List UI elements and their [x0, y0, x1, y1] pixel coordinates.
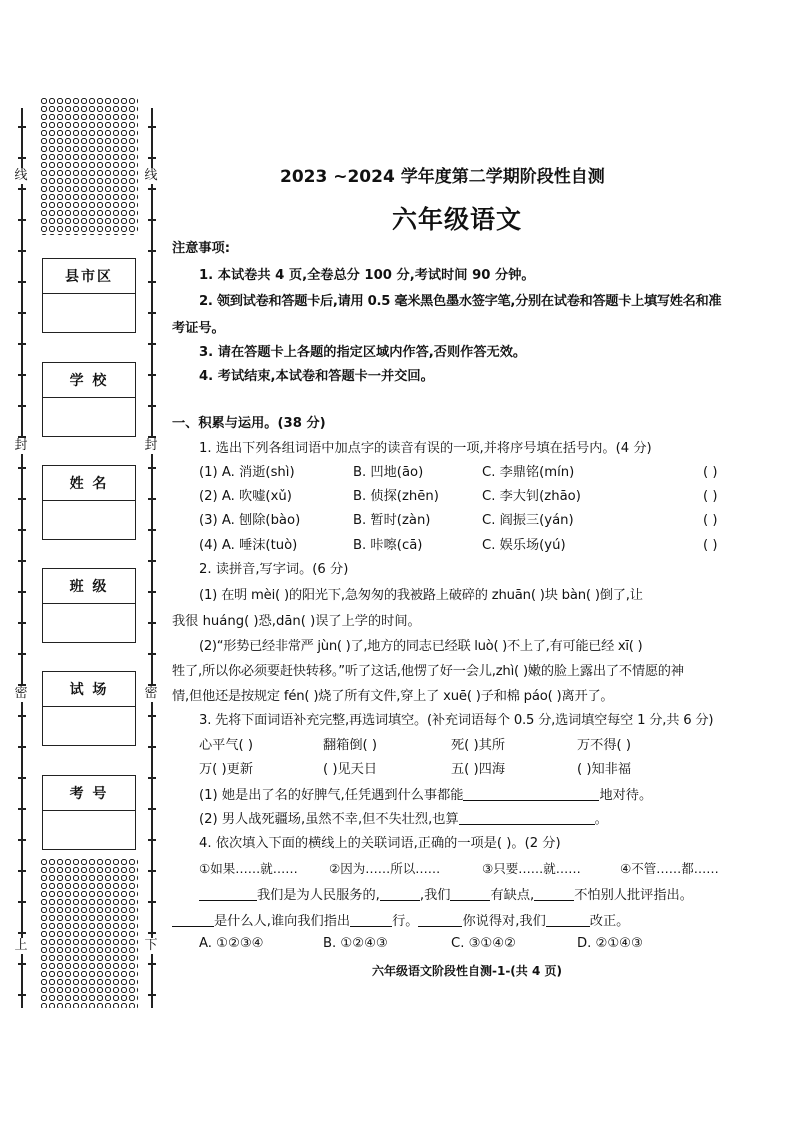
cut-line-right-tick	[148, 126, 156, 128]
q4-l1-blank-2[interactable]	[380, 886, 420, 901]
q4-l2-blank-2[interactable]	[350, 912, 392, 927]
cut-line-left-tick	[18, 157, 26, 159]
notice-heading: 注意事项:	[172, 241, 231, 256]
q4-option-2: ②因为……所以……	[329, 861, 441, 876]
cut-line-right-tick	[148, 250, 156, 252]
cut-line-left-tick	[18, 343, 26, 345]
cut-line-left-tick	[18, 808, 26, 810]
q2-stem: 2. 读拼音,写字词。(6 分)	[199, 562, 349, 577]
cut-line-right-tick	[148, 715, 156, 717]
q1-row2-c: C. 李大钊(zhāo)	[482, 489, 581, 504]
cut-line-right-tick	[148, 963, 156, 965]
q1-row3-a: (3) A. 刨除(bào)	[199, 513, 301, 528]
q3-idiom-1[interactable]: 心平气( )	[199, 738, 254, 753]
field-school-input[interactable]	[43, 398, 135, 436]
perforation-bottom	[40, 858, 138, 1008]
field-class-input[interactable]	[43, 604, 135, 642]
q1-stem: 1. 选出下列各组词语中加点字的读音有误的一项,并将序号填在括号内。(4 分)	[199, 441, 652, 456]
cut-line-left-tick	[18, 870, 26, 872]
q1-row2-a: (2) A. 吹嘘(xǔ)	[199, 489, 292, 504]
field-name-input[interactable]	[43, 501, 135, 539]
cut-line-left-tick	[18, 715, 26, 717]
q3-idiom-8[interactable]: ( )知非福	[577, 762, 632, 777]
cut-line-right-tick	[148, 374, 156, 376]
q4-l1-text-2: ,我们	[419, 888, 451, 903]
q4-l2-blank-3[interactable]	[418, 912, 462, 927]
cut-line-right-tick	[148, 622, 156, 624]
field-exam-number[interactable]	[42, 775, 136, 850]
field-class[interactable]	[42, 568, 136, 643]
q4-l2-text-1: 是什么人,谁向我们指出	[214, 914, 351, 929]
q2-line2[interactable]: 我很 huáng( )恐,dān( )误了上学的时间。	[172, 614, 421, 629]
q4-l1-text-4: 不怕别人批评指出。	[574, 888, 693, 903]
q4-line-2	[172, 912, 629, 931]
cut-line-right-tick	[148, 498, 156, 500]
q1-row1-c: C. 李鼎铭(mín)	[482, 465, 575, 480]
q4-l2-blank-4[interactable]	[546, 912, 590, 927]
cut-line-right-tick	[148, 591, 156, 593]
cut-line-left-tick	[18, 250, 26, 252]
cut-line-left-tick	[18, 994, 26, 996]
notice-item-2: 2. 领到试卷和答题卡后,请用 0.5 毫米黑色墨水签字笔,分别在试卷和答题卡上填写姓名和准	[199, 294, 722, 309]
notice-item-2-cont: 考证号。	[172, 321, 225, 336]
q1-row3-b: B. 暂时(zàn)	[353, 513, 431, 528]
exam-title: 2023 ~2024 学年度第二学期阶段性自测	[280, 167, 605, 187]
q4-l2-text-2: 行。	[392, 914, 419, 929]
q4-choice-d[interactable]: D. ②①④③	[577, 936, 643, 951]
cut-line-right-tick	[148, 839, 156, 841]
q3-s2-after: 。	[594, 812, 608, 827]
cut-line-right-tick	[148, 281, 156, 283]
q1-row1-answer[interactable]: ( )	[703, 465, 718, 480]
field-school-label: 学 校	[43, 363, 135, 398]
cut-line-left-tick	[18, 746, 26, 748]
cut-line-right-tick	[148, 188, 156, 190]
cut-line-right-tick	[148, 808, 156, 810]
cut-line-left-tick	[18, 374, 26, 376]
cut-line-left-tick	[18, 839, 26, 841]
q1-row4-answer[interactable]: ( )	[703, 538, 718, 553]
q2-line1[interactable]: (1) 在明 mèi( )的阳光下,急匆匆的我被路上破碎的 zhuān( )块 bàn( )倒了,让	[199, 588, 643, 603]
q3-idiom-7[interactable]: 五( )四海	[451, 762, 506, 777]
cut-line-right-tick	[148, 157, 156, 159]
q4-option-4: ④不管……都……	[620, 861, 719, 876]
cut-line-right-tick	[148, 219, 156, 221]
subject-title: 六年级语文	[392, 205, 523, 234]
cut-line-right-tick	[148, 932, 156, 934]
q4-choice-c[interactable]: C. ③①④②	[451, 936, 516, 951]
cut-line-right-tick	[148, 901, 156, 903]
q1-row3-c: C. 阎振三(yán)	[482, 513, 574, 528]
q1-row3-answer[interactable]: ( )	[703, 513, 718, 528]
q4-line-1	[199, 886, 693, 905]
cut-line-left-tick	[18, 591, 26, 593]
q4-l2-blank-1[interactable]	[172, 912, 214, 927]
margin-label-xian-right: 线	[144, 168, 158, 183]
q3-idiom-3[interactable]: 死( )其所	[451, 738, 506, 753]
margin-label-shang: 上	[14, 938, 28, 953]
field-county-label: 县市区	[43, 259, 135, 294]
margin-label-mi-left: 密	[14, 686, 28, 701]
cut-line-right-tick	[148, 560, 156, 562]
q4-option-1: ①如果……就……	[199, 861, 298, 876]
q1-row4-a: (4) A. 唾沫(tuò)	[199, 538, 298, 553]
field-exam-number-label: 考 号	[43, 776, 135, 811]
margin-label-mi-right: 密	[144, 686, 158, 701]
cut-line-left-tick	[18, 126, 26, 128]
q3-stem: 3. 先将下面词语补充完整,再选词填空。(补充词语每个 0.5 分,选词填空每空 1 分,共 6 分)	[199, 713, 714, 728]
cut-line-right-tick	[148, 405, 156, 407]
q3-sentence-1	[199, 786, 652, 805]
q4-l1-blank-3[interactable]	[450, 886, 490, 901]
q2-line3[interactable]: (2)“形势已经非常严 jùn( )了,地方的同志已经联 luò( )不上了,有可能已经 xī( )	[199, 639, 643, 654]
q3-s1-blank[interactable]	[463, 786, 599, 801]
cut-line-right	[151, 108, 153, 1008]
cut-line-left	[21, 108, 23, 1008]
field-name[interactable]	[42, 465, 136, 540]
cut-line-left-tick	[18, 901, 26, 903]
cut-line-left-tick	[18, 777, 26, 779]
q3-idiom-2[interactable]: 翻箱倒( )	[323, 738, 378, 753]
q4-l2-text-4: 改正。	[589, 914, 630, 929]
q3-idiom-5[interactable]: 万( )更新	[199, 762, 254, 777]
q4-choice-a[interactable]: A. ①②③④	[199, 936, 264, 951]
q4-l1-text-3: 有缺点,	[490, 888, 535, 903]
q1-row4-b: B. 咔嚓(cā)	[353, 538, 423, 553]
cut-line-right-tick	[148, 746, 156, 748]
notice-item-4: 4. 考试结束,本试卷和答题卡一并交回。	[199, 369, 434, 384]
field-school[interactable]	[42, 362, 136, 437]
cut-line-left-tick	[18, 622, 26, 624]
cut-line-right-tick	[148, 994, 156, 996]
cut-line-left-tick	[18, 281, 26, 283]
cut-line-left-tick	[18, 932, 26, 934]
cut-line-right-tick	[148, 312, 156, 314]
q3-idiom-6[interactable]: ( )见天日	[323, 762, 378, 777]
q2-line5[interactable]: 情,但他还是按规定 fén( )烧了所有文件,穿上了 xuē( )子和棉 páo( )离开了。	[172, 689, 614, 704]
cut-line-right-tick	[148, 529, 156, 531]
page-footer: 六年级语文阶段性自测-1-(共 4 页)	[372, 964, 562, 978]
perforation-top	[40, 97, 138, 235]
margin-label-xian-left: 线	[14, 168, 28, 183]
q1-row1-a: (1) A. 消逝(shì)	[199, 465, 295, 480]
cut-line-left-tick	[18, 653, 26, 655]
q3-s1-before: (1) 她是出了名的好脾气,任凭遇到什么事都能	[199, 788, 464, 803]
cut-line-right-tick	[148, 653, 156, 655]
cut-line-right-tick	[148, 343, 156, 345]
field-county[interactable]	[42, 258, 136, 333]
cut-line-right-tick	[148, 777, 156, 779]
q3-s1-after: 地对待。	[599, 788, 653, 803]
cut-line-left-tick	[18, 963, 26, 965]
q4-l1-blank-1[interactable]	[199, 886, 257, 901]
section1-heading: 一、积累与运用。(38 分)	[172, 416, 326, 431]
field-exam-room[interactable]	[42, 671, 136, 746]
cut-line-left-tick	[18, 560, 26, 562]
margin-label-feng-left: 封	[14, 438, 28, 453]
q1-row2-answer[interactable]: ( )	[703, 489, 718, 504]
field-exam-room-input[interactable]	[43, 707, 135, 745]
margin-label-feng-right: 封	[144, 438, 158, 453]
field-exam-room-label: 试 场	[43, 672, 135, 707]
q4-option-3: ③只要……就……	[482, 861, 581, 876]
q4-l2-text-3: 你说得对,我们	[462, 914, 546, 929]
cut-line-left-tick	[18, 529, 26, 531]
cut-line-right-tick	[148, 870, 156, 872]
cut-line-right-tick	[148, 467, 156, 469]
field-name-label: 姓 名	[43, 466, 135, 501]
q4-stem: 4. 依次填入下面的横线上的关联词语,正确的一项是( )。(2 分)	[199, 836, 561, 851]
cut-line-left-tick	[18, 188, 26, 190]
cut-line-left-tick	[18, 405, 26, 407]
cut-line-left-tick	[18, 467, 26, 469]
notice-item-3: 3. 请在答题卡上各题的指定区域内作答,否则作答无效。	[199, 345, 527, 360]
margin-label-xia: 下	[144, 938, 158, 953]
q4-choice-b[interactable]: B. ①②④③	[323, 936, 388, 951]
q2-line4[interactable]: 牲了,所以你必须要赶快转移。”听了这话,他愣了好一会儿,zhì( )嫩的脸上露出了不情愿的神	[172, 664, 684, 679]
field-county-input[interactable]	[43, 294, 135, 332]
q1-row1-b: B. 凹地(āo)	[353, 465, 424, 480]
field-class-label: 班 级	[43, 569, 135, 604]
field-exam-number-input[interactable]	[43, 811, 135, 849]
q3-s2-blank[interactable]	[459, 810, 595, 825]
q3-s2-before: (2) 男人战死疆场,虽然不幸,但不失壮烈,也算	[199, 812, 459, 827]
cut-line-left-tick	[18, 312, 26, 314]
q3-sentence-2	[199, 810, 608, 829]
notice-item-1: 1. 本试卷共 4 页,全卷总分 100 分,考试时间 90 分钟。	[199, 268, 535, 283]
q1-row4-c: C. 娱乐场(yú)	[482, 538, 566, 553]
cut-line-left-tick	[18, 498, 26, 500]
q3-idiom-4[interactable]: 万不得( )	[577, 738, 632, 753]
cut-line-left-tick	[18, 219, 26, 221]
q1-row2-b: B. 侦探(zhēn)	[353, 489, 439, 504]
q4-l1-blank-4[interactable]	[534, 886, 574, 901]
q4-l1-text-1: 我们是为人民服务的,	[257, 888, 380, 903]
